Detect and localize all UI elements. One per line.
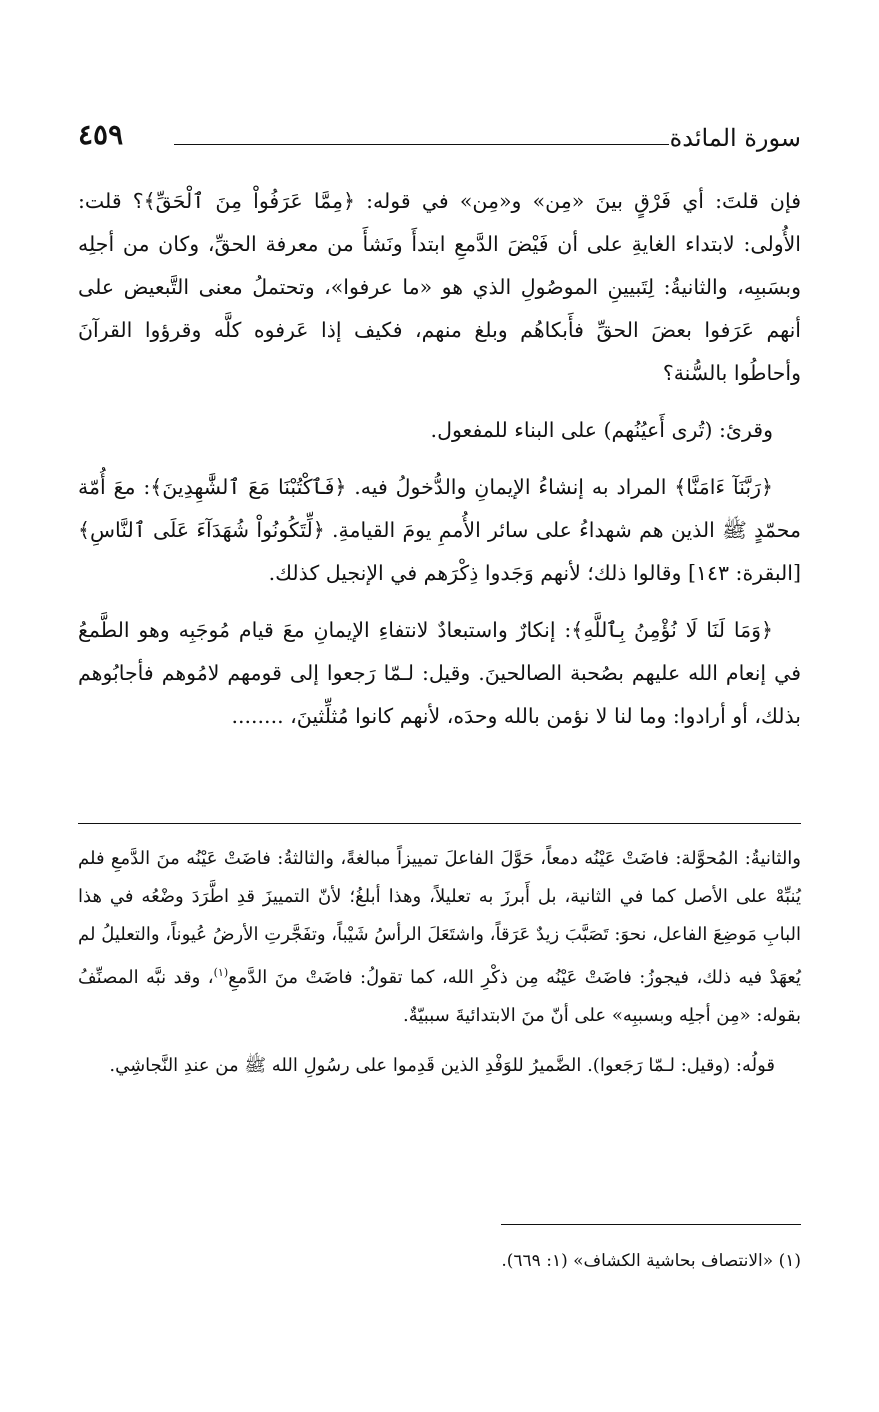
footnote-rule xyxy=(501,1224,801,1225)
main-text xyxy=(78,180,801,752)
main-paragraph-4: ﴿وَمَا لَنَا لَا نُؤْمِنُ بِٱللَّهِ﴾: إنكارٌ واستبعادٌ لانتفاءِ الإيمانِ معَ قيام مُوجَبِه وهو الطَّمعُ في إنعام الله عليهم بصُحبة الصالحينَ. وقيل: لـمّا رَجعوا إلى قومهم لامُوهم فأجابُوهم بذلك، أو أرادوا: وما لنا لا نؤمن بالله وحدَه، لأنهم كانوا مُثلِّثينَ، ........ xyxy=(78,618,801,728)
commentary-text xyxy=(78,840,801,1097)
footnote-ref: (١) xyxy=(213,966,229,979)
commentary-p1-body: والثانيةُ: المُحوَّلة: فاضَتْ عَيْنُه دمعاً، حَوَّلَ الفاعلَ تمييزاً مبالغةً، والثالثةُ: فاضَتْ عَيْنُه منَ الدَّمعِ فلم يُنبِّهْ على الأصل كما في الثانية، بل أَبرزَ به تعليلاً، وهذا أبلغُ؛ لأنّ التمييزَ قدِ اطَّرَدَ وضْعُه في هذا البابِ مَوضِعَ الفاعل، نحوَ: تَصَبَّبَ زيدٌ عَرَقاً، واشتَعَلَ الرأسُ شَيْباً، وتفَجَّرتِ الأرضُ عُيوناً، والتعليلُ لم يُعهَدْ فيه ذلك، فيجوزُ: فاضَتْ عَيْنُه مِن ذكْرِ الله، كما تقولُ: فاضَتْ منَ الدَّمعِ xyxy=(78,848,801,988)
sura-name: سورة المائدة xyxy=(669,124,801,152)
main-paragraph-3: ﴿رَبَّنَآ ءَامَنَّا﴾ المراد به إنشاءُ الإيمانِ والدُّخولُ فيه. ﴿فَٱكْتُبْنَا مَعَ ٱلشَّٰهِدِينَ﴾: معَ أُمّة محمّدٍ ﷺ الذين هم شهداءُ على سائر الأُممِ يومَ القيامةِ. ﴿لِّتَكُونُواْ شُهَدَآءَ عَلَى ٱلنَّاسِ﴾ [البقرة: ١٤٣] وقالوا ذلك؛ لأنهم وَجَدوا ذِكْرَهم في الإنجيل كذلك. xyxy=(78,475,801,585)
main-paragraph-1: فإن قلتَ: أي فَرْقٍ بينَ «مِن» و«مِن» في قوله: ﴿مِمَّا عَرَفُواْ مِنَ ٱلْحَقِّ﴾؟ قلت: الأُولى: لابتداء الغايةِ على أن فَيْضَ الدَّمعِ ابتدأَ ونَشأَ من معرفة الحقِّ، وكان من أجلِه وبسَببِه، والثانيةُ: لِتَبيينِ الموصُولِ الذي هو «ما عرفوا»، وتحتملُ معنى التَّبعيض على أنهم عَرَفوا بعضَ الحقِّ فأَبكاهُم وبلغ منهم، فكيف إذا عَرفوه كلَّه وقرؤوا القرآنَ وأحاطُوا بالسُّنة؟ xyxy=(78,189,801,385)
page-number: ٤٥٩ xyxy=(78,118,124,151)
page-header xyxy=(78,118,801,164)
header-rule xyxy=(174,144,669,145)
main-paragraph-2: وقرئ: (تُرى أَعيُنُهم) على البناء للمفعول. xyxy=(430,418,773,442)
commentary-paragraph-2: قولُه: (وقيل: لـمّا رَجَعوا). الضَّميرُ للوَفْدِ الذين قَدِموا على رسُولِ الله ﷺ من عندِ النَّجاشِي. xyxy=(109,1055,775,1076)
commentary-divider xyxy=(78,823,801,824)
commentary-p1-tail: ، وقد نبَّه المصنِّفُ بقوله: «مِن أجلِه وبسببِه» على أنّ منَ الابتدائيةَ سببيّةٌ. xyxy=(78,967,801,1026)
commentary-paragraph-1 xyxy=(78,840,801,1035)
footnote: (١) «الانتصاف بحاشية الكشاف» (١: ٦٦٩). xyxy=(501,1251,801,1271)
